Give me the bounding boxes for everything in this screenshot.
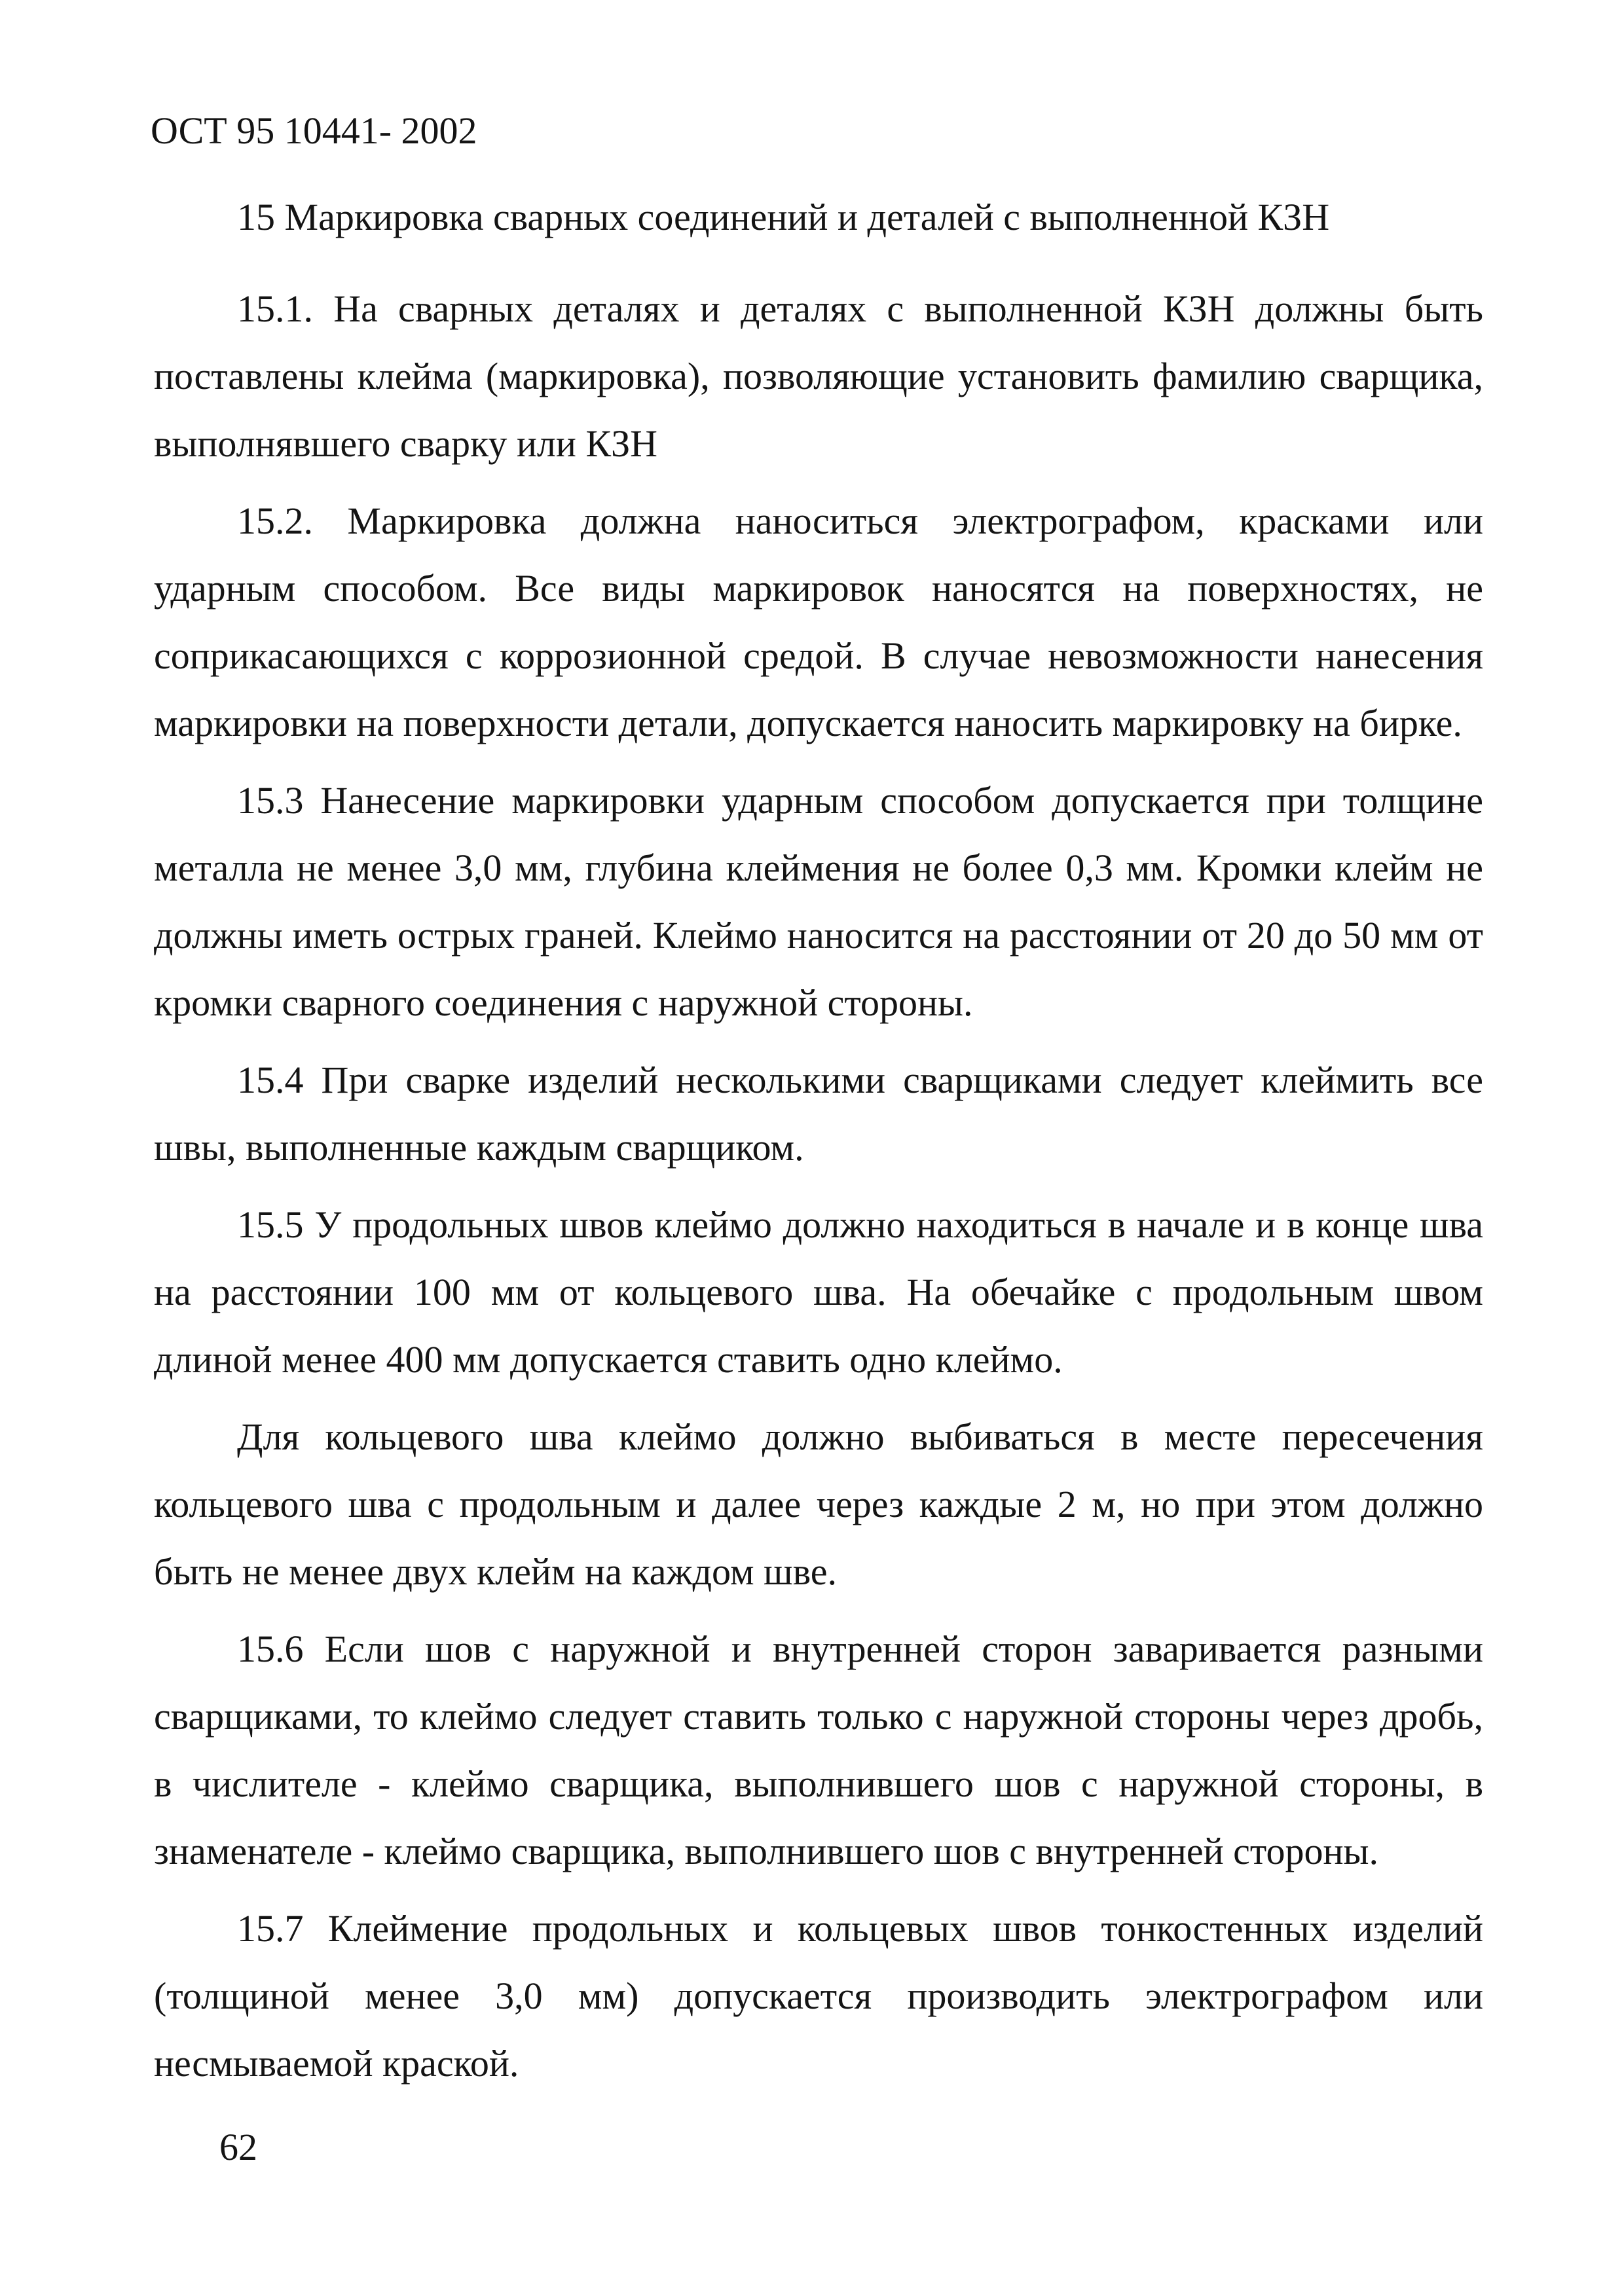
section-body bbox=[154, 183, 1483, 2107]
paragraph-15-6: 15.6 Если шов с наружной и внутренней сторон заваривается разными сварщиками, то клеймо следует ставить только с наружной стороны через дробь, в числителе - клеймо сварщика, выполнившего шов с наружной стороны, в знаменателе - клеймо сварщика, выполнившего шов с внутренней стороны. bbox=[154, 1628, 1483, 1872]
document-code: ОСТ 95 10441- 2002 bbox=[151, 109, 477, 152]
paragraph-15-1: 15.1. На сварных деталях и деталях с выполненной КЗН должны быть поставлены клейма (маркировка), позволяющие установить фамилию сварщика, выполнявшего сварку или КЗН bbox=[154, 287, 1483, 465]
paragraph-15-4: 15.4 При сварке изделий несколькими сварщиками следует клеймить все швы, выполненные каждым сварщиком. bbox=[154, 1059, 1483, 1169]
paragraph-15-3: 15.3 Нанесение маркировки ударным способом допускается при толщине металла не менее 3,0 мм, глубина клеймения не более 0,3 мм. Кромки клейм не должны иметь острых граней. Клеймо наносится на расстоянии от 20 до 50 мм от кромки сварного соединения с наружной стороны. bbox=[154, 779, 1483, 1024]
paragraph-15-2: 15.2. Маркировка должна наноситься электрографом, красками или ударным способом. Все виды маркировок наносятся на поверхностях, не соприкасающихся с коррозионной средой. В случае невозможности нанесения маркировки на поверхности детали, допускается наносить маркировку на бирке. bbox=[154, 500, 1483, 744]
page-number: 62 bbox=[219, 2126, 257, 2168]
paragraph-15-7: 15.7 Клеймение продольных и кольцевых швов тонкостенных изделий (толщиной менее 3,0 мм) допускается производить электрографом или несмываемой краской. bbox=[154, 1907, 1483, 2085]
section-title: 15 Маркировка сварных соединений и деталей с выполненной КЗН bbox=[237, 196, 1330, 238]
paragraph-15-5: 15.5 У продольных швов клеймо должно находиться в начале и в конце шва на расстоянии 100 мм от кольцевого шва. На обечайке с продольным швом длиной менее 400 мм допускается ставить одно клеймо. bbox=[154, 1203, 1483, 1381]
paragraph-15-5-ring-seam: Для кольцевого шва клеймо должно выбиваться в месте пересечения кольцевого шва с продольным и далее через каждые 2 м, но при этом должно быть не менее двух клейм на каждом шве. bbox=[154, 1415, 1483, 1593]
